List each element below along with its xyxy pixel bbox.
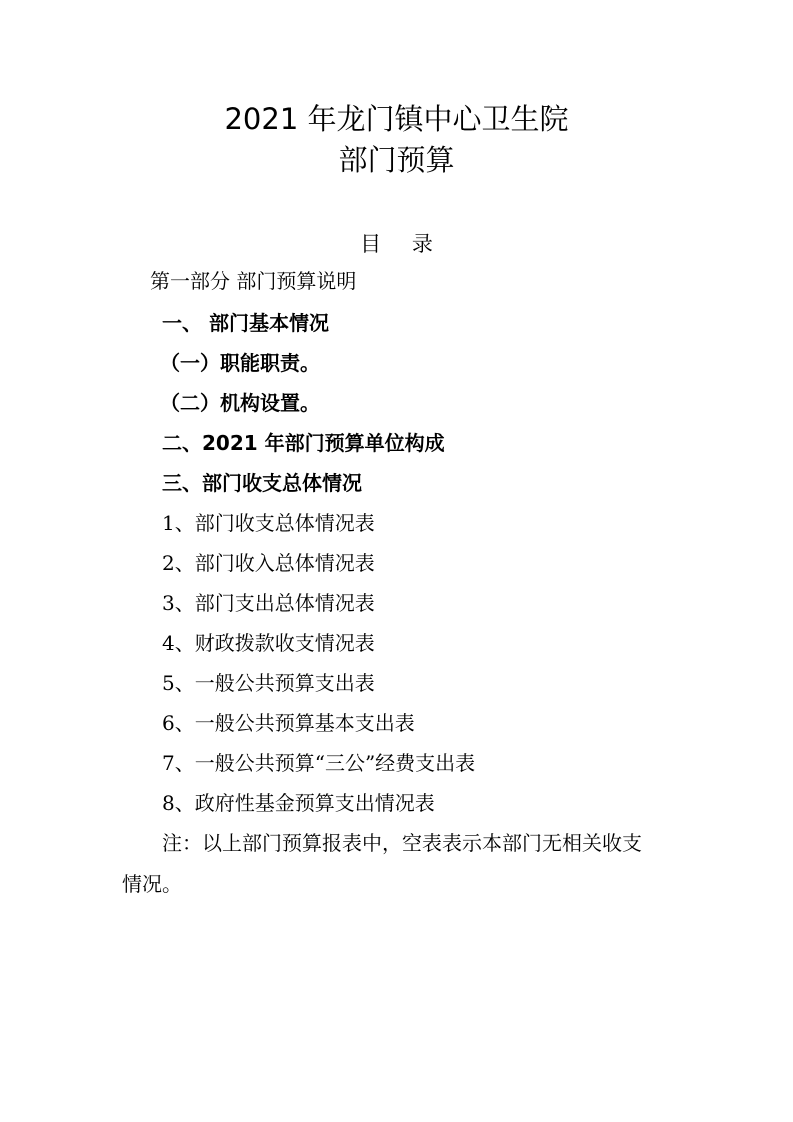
toc-table-item: 7、一般公共预算“三公”经费支出表: [162, 751, 476, 775]
toc-table-item: 4、财政拨款收支情况表: [162, 631, 375, 655]
toc-section-1: 一、 部门基本情况: [162, 311, 329, 335]
toc-section-1-1: （一）职能职责。: [160, 351, 320, 375]
toc-table-item: 8、政府性基金预算支出情况表: [162, 791, 435, 815]
toc-table-item: 3、部门支出总体情况表: [162, 591, 375, 615]
document-title-line1: 2021 年龙门镇中心卫生院: [224, 102, 569, 136]
toc-section-3: 三、部门收支总体情况: [162, 471, 362, 495]
toc-table-item: 2、部门收入总体情况表: [162, 551, 375, 575]
toc-part1: 第一部分 部门预算说明: [150, 269, 357, 293]
document-title-line2: 部门预算: [338, 143, 455, 177]
note-text: 注：以上部门预算报表中，空表表示本部门无相关收支: [162, 831, 642, 855]
note-text-continued: 情况。: [122, 872, 182, 896]
toc-section-1-2: （二）机构设置。: [160, 391, 320, 415]
toc-section-2: 二、2021 年部门预算单位构成: [162, 431, 445, 455]
toc-table-item: 5、一般公共预算支出表: [162, 671, 375, 695]
toc-heading: 目 录: [360, 232, 445, 256]
toc-table-item: 1、部门收支总体情况表: [162, 511, 375, 535]
toc-table-item: 6、一般公共预算基本支出表: [162, 711, 415, 735]
